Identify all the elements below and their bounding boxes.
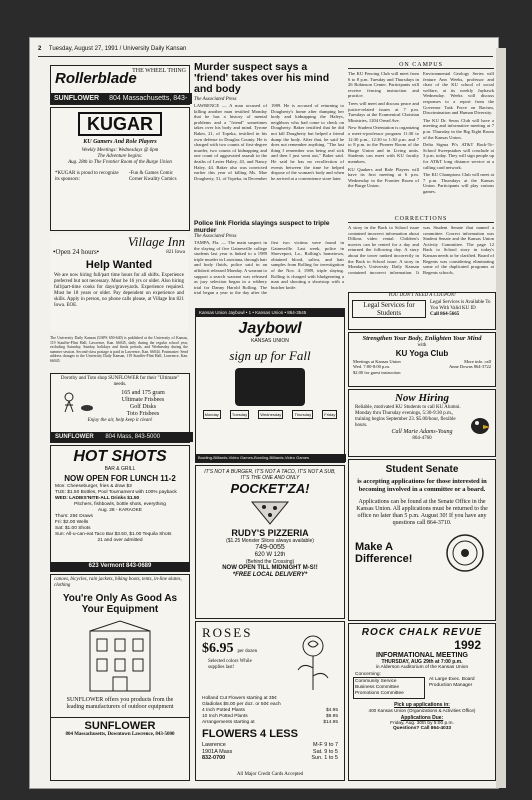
ad-kugar [50, 107, 190, 231]
league-wednesday: Wednesday [260, 412, 282, 417]
on-campus-item-4: KU Quakers and Rale Players will have its first meeting at 6 p.m. Wednesday in the Frontier Room of the Burge Union. [348, 166, 419, 189]
ad-sunflower-frisbee [50, 373, 190, 443]
jaybowl-top-bar: Kansas Union Jaybowl • 1 • Kansas Union • 864-3545 [196, 309, 344, 317]
senate-body: Applications can be found at the Senate Office in the Kansas Union. All applications must be returned to the office no later than 5 p.m. August 30! If you have any questions call 864-3710. [356, 499, 488, 526]
masthead-statement: The University Daily Kansan (USPS 650-640) is published at the University of Kansas, 119 Stauffer-Flint Hall, Lawrence, Kan. 66045, daily during the regular school year, excluding Saturday, Sunday, holidays and finals periods, and Wednesday during the summer session. Second-class postage is paid in Lawrence, Kan. 66044. Postmaster: Send address changes to the University Daily Kansan, 119 Stauffer-Flint Hall, Lawrence, Kan. 66045. [50, 336, 188, 363]
legal-phone: Call 864-5665 [430, 312, 460, 317]
ad-village-inn-title: Village Inn [127, 234, 185, 249]
page-number: 2 [38, 46, 42, 52]
rcr-right-2: Production Manager [429, 683, 473, 688]
ad-frisbee-lead: Dorothy and Toto shop SUNFLOWER for their "Ultimate" needs. [60, 376, 180, 387]
rcr-due-2: Friday, Aug. 30th by 5:00 p.m. [390, 721, 454, 726]
rose-illustration [288, 632, 338, 692]
rcr-headline: INFORMATIONAL MEETING [376, 652, 468, 659]
league-friday: Friday [324, 412, 336, 417]
roses-item-4-price: $9.95 [325, 714, 338, 719]
ad-village-inn-hours: •Open 24 hours• [53, 248, 100, 256]
ad-kugar-meetings: Weekly Meetings: Wednesdays @ 6pm [81, 148, 159, 153]
jaybowl-title: Jaybowl [238, 320, 302, 337]
ad-roses [195, 621, 345, 781]
ad-hot-shots-headline: NOW OPEN FOR LUNCH 11-2 [64, 474, 176, 483]
corrections-section [348, 216, 494, 288]
roses-price: $6.95 [202, 641, 234, 656]
ad-sunflower-equipment [50, 574, 190, 781]
legal-available: Legal Services is Available To You With Valid KU ID [430, 300, 491, 311]
ad-hot-shots-subtitle: BAR & GRILL [104, 466, 136, 472]
story-2-source: The Associated Press [194, 234, 237, 239]
ad-frisbee-address: 804 Mass, 843-5000 [105, 434, 161, 440]
ad-jaybowl [195, 308, 345, 463]
story-police-link [194, 220, 344, 306]
roses-hours-1: M-F 9 to 7 [312, 742, 338, 748]
rcr-left-3: Promotions Committee [355, 691, 404, 696]
rcr-right-1: At Large Exec. Board [429, 677, 475, 682]
on-campus-item-8: The KU Champions Club will meet at 7 p.m. Thursdays at the Kansas Union. Participants will play various games. [423, 172, 494, 194]
story-1-source: The Associated Press [194, 97, 237, 102]
on-campus-items [348, 71, 494, 211]
jaybowl-signup: sign up for Fall [229, 348, 311, 363]
story-murder-suspect [194, 62, 344, 217]
yoga-headline: Strengthen Your Body, Enlighten Your Mind [362, 335, 482, 342]
on-campus-section [348, 62, 494, 210]
rudys-hours: NOW OPEN TILL MIDNIGHT M-S!! [222, 565, 318, 571]
jaybowl-subtitle: KANSAS UNION [251, 338, 289, 344]
corrections-body: A story in the Back to School issue contained incorrect information about Dillons video rental. Children's movies can be rented for a day and returned the following day. A story about the tower ranked incorrectly in the Back to School issue. A story in Monday's University Daily Kansan contained incorrect information. It was Student Senate that named a committee. Correct information was Student Senate and the Kansas Union Activity Committee. The page 12 Back to School story in today's Kansan needs to be clarified. Board of Regents was considering eliminating some of the duplicated programs at Regents schools. [348, 225, 494, 275]
rudys-title: POCKET'ZA! [230, 481, 310, 496]
rcr-concerning: Concerning: [355, 672, 381, 677]
special-1: Mon: Cheeseburger, fries & draw $3 [55, 484, 132, 489]
on-campus-heading: ON CAMPUS [348, 62, 494, 69]
rcr-left-1: Community Service [355, 679, 397, 684]
roses-sub: Selected colors While supplies last! [208, 659, 252, 670]
ad-kugar-subtitle: KU Gamers And Role Players [83, 139, 157, 145]
rudys-tagline: IT'S NOT A BURGER, IT'S NOT A TACO, IT'S NOT A SUB, IT'S THE ONE AND ONLY [204, 469, 336, 481]
senate-headline: is accepting applications for those interested in becoming involved in a committee or a board. [357, 478, 487, 493]
rcr-left-2: Business Committee [355, 685, 399, 690]
corrections-heading: CORRECTIONS [348, 216, 494, 223]
newspaper-page [30, 38, 498, 788]
roses-item-2: Gladiolas $5.00 per doz. or 50¢ each [202, 702, 281, 707]
yoga-fee: $2.00 for guest instruction [353, 369, 401, 375]
ad-village-inn [50, 234, 188, 332]
roses-item-5: Arrangements starting at [202, 720, 255, 725]
equipment-store: SUNFLOWER [51, 717, 189, 732]
special-3: WED: LADIES'NITE-ALL Drinks $1.50 [55, 496, 140, 501]
ad-rollerblade-brand: Rollerblade [55, 70, 137, 87]
ad-rollerblade-store: SUNFLOWER [54, 95, 100, 102]
frisbee-item-1: 165 and 175 gram [121, 390, 165, 396]
rcr-year: 1992 [454, 638, 481, 652]
rudys-address: 620 W 12th [254, 552, 286, 558]
roses-hours-3: Sun. 1 to 5 [311, 755, 338, 761]
roses-item-3: 4 Inch Potted Plants [202, 708, 245, 713]
roses-store: FLOWERS 4 LESS [202, 728, 298, 740]
ad-rock-chalk-revue [348, 623, 496, 781]
rcr-pickup-2: 400 Kansas Union (Organizations & Activities Office) [368, 708, 476, 713]
special-7: Fri: $2.00 Wells [55, 520, 89, 525]
page-header [38, 46, 493, 57]
roses-item-3-price: $4.95 [325, 708, 338, 713]
story-2-headline: Police link Florida slayings suspect to triple murder [194, 220, 330, 234]
pizza-slice-icon [248, 498, 292, 526]
rudys-brand: RUDY'S PIZZERIA [231, 528, 309, 538]
ad-rollerblade [50, 65, 190, 105]
special-5: Aug. 28 - KARAOKE [98, 508, 142, 513]
ad-legal-services [348, 292, 496, 330]
special-4: Pitchers, fishbowls, bottle shots, everything [74, 502, 166, 507]
roses-item-1: Holland Cut Flowers starting at 35¢ [202, 696, 277, 701]
on-campus-item-7: Delta Sigma Pi's AT&T Back-To-School Sweepstakes will conclude at 3 p.m. today. They will sign people up for AT&T long distance service at a calling card network. [423, 142, 494, 170]
rcr-when: THURSDAY, AUG 29th at 7:00 p.m. [381, 659, 463, 665]
ad-now-hiring [348, 389, 496, 457]
yoga-meeting: Meetings at Kansas Union [353, 358, 401, 364]
ad-hot-shots-title: HOT SHOTS [73, 448, 167, 465]
rudys-phone: 749-0055 [255, 544, 285, 551]
yoga-with: with [417, 342, 427, 348]
special-8: Sat: $1.00 Shots [55, 526, 91, 531]
on-campus-item-2: Trees will meet and discuss peace and justice-related issues at 7 p.m. Tuesdays at the Ecumenical Christian Ministries, 1204 Oread Ave. [348, 100, 419, 123]
rcr-title: ROCK CHALK REVUE [361, 627, 483, 638]
senate-cta: Make A Difference! [355, 541, 413, 565]
equipment-side-text: canoes, bicycles, rain jackets, hiking boots, tents, in-line skates, clothing [54, 577, 182, 588]
on-campus-item-5: Environmental Geology Series will feature Ann Weeks, professor and chair of the KU school of social welfare, at its weekly Jayhawk Wednesday. Weeks will discuss responses to a report from the Governor Task Force on Racism, Discrimination and Human Diversity. [423, 71, 494, 116]
ad-frisbee-store: SUNFLOWER [55, 434, 94, 440]
ad-kugar-title: KUGAR [78, 112, 162, 136]
story-1-body: LAWRENCE — A man accused of killing another man testified Monday that he has a history of mental problems and a "friend" sometimes takes over his body and mind. Tyrone Baker, 21, of Topeka, testified in his own defense in Douglas County. He is charged with two counts of first-degree murder, two counts of kidnapping and one count of aggravated assault in the deaths of Lester Haley, 43, and Nancy Haley, 44. Baker also was convicted earlier this year of killing Ms. Mae Dougherty, 31, of Topeka, in December 1989. He is accused of returning to Dougherty's home after dumping her body and kidnapping the Haleys, neighbors who had come to check on Dougherty. Baker testified that he did not kill Dougherty but helped a friend dump the body. After that, he said he does not remember anything. "The last thing I remember was being real sick and then I just went out," Baker said. He said he has no recollection of events between the time he helped dispose of the woman's body and when he arrived at a convenience store later. [194, 103, 344, 181]
ad-kugar-begins: The Adventure begins: [97, 154, 143, 159]
frisbee-item-3: Golf Disks [129, 404, 157, 410]
rudys-note: (Behind the Crossing) [245, 559, 295, 565]
ad-rollerblade-tag: THE WHEEL THING [132, 68, 186, 74]
roses-per: per dozen [237, 649, 258, 654]
jayhawk-mascot-icon [469, 414, 491, 436]
ad-ku-yoga [348, 332, 496, 387]
ad-rollerblade-address: 804 Massachusetts, 843- [109, 95, 188, 102]
rcr-where: in Alderson Auditorium of the Kansas Union [375, 665, 469, 670]
roses-street: 1901A Mass [202, 748, 233, 755]
rcr-due: Applications Due: [400, 715, 444, 721]
ad-student-senate [348, 459, 496, 621]
dorothy-toto-illustration [57, 390, 97, 414]
roses-hours-2: Sat. 9 to 5 [312, 748, 338, 755]
equipment-body: SUNFLOWER offers you products from the leading manufacturers of outdoor equipment [66, 697, 174, 710]
frisbee-item-4: Toto Frisbees [126, 411, 160, 417]
ad-village-inn-body: We are now hiring full/part time hours for all shifts. Experience preferred but not necessary. Must be 16 yrs or older. Also hiring full/part-time cooks for days/graveyards. Experience required. Must be 18 years or older. Pay dependent on experience and skills. Apply in person, no phone calls please, at Village Inn 821 Iowa. EOE. [54, 273, 184, 308]
ad-hot-shots [50, 445, 190, 572]
hiring-call: Call Marie Adams-Young [391, 429, 453, 435]
hiring-title: Now Hiring [394, 392, 450, 404]
rcr-pickup: Pick up applications in: [394, 702, 450, 708]
ad-village-inn-headline: Help Wanted [85, 259, 153, 271]
hiring-phone: 864-4760 [412, 436, 432, 441]
special-2: TUE: $1.50 Bottles, Pool Tournament with 100% payback [55, 490, 177, 495]
ad-frisbee-tag: Enjoy the air, help keep it clean! [87, 418, 153, 423]
roses-item-5-price: $14.95 [323, 720, 338, 725]
story-2-body: TAMPA, Fla. — The main suspect in the slaying of five Gainesville college students last year is linked to a 1989 triple murder in Louisiana, through hair and body fluids, police said in an affidavit released Monday. A warrant to support a search warrant was released as jury selection began in a robbery trial for Danny Harold Rolling. The trial began a year to the day after the first two victims were found in Gainesville. Last week, police in Shreveport, La., Rolling's hometown, obtained blood, saliva, and hair samples from Rolling for investigation of the Nov. 4, 1989, triple slaying. Rolling is charged with bludgeoning a man and shooting a shortstop with a butcher knife. [194, 240, 344, 296]
ad-hot-shots-address: 623 Vermont 843-0689 [51, 562, 189, 571]
league-tuesday: Tuesday [231, 412, 248, 417]
page-edge-stack [496, 48, 506, 788]
ad-kugar-sponsor-note: *KUGAR is proud to recognize its sponsors: [55, 171, 119, 182]
on-campus-item-1: The KU Fencing Club will meet from 6 to 8 p.m. Tuesday and Thursdays in 26 Robinson Center. Participants will receive fencing instruction and practice. [348, 71, 419, 99]
legal-no-coupon: YOU DON'T NEED A COUPON! [388, 293, 456, 298]
special-9: Sun: All-u-can-eat Taco Bar $3.50, $1.00 Tequila Shots [55, 532, 172, 537]
story-1-headline: Murder suspect says a 'friend' takes over his mind and body [194, 61, 330, 95]
senate-title: Student Senate [385, 464, 459, 475]
ad-kugar-sponsors: -Fun & Games Comic Corner Kwality Comics [128, 171, 177, 182]
leagues-graphic [235, 368, 305, 406]
dateline: Tuesday, August 27, 1991 / University Daily Kansan [48, 46, 187, 52]
senate-seal-icon [445, 533, 485, 573]
league-monday: Monday [204, 412, 219, 417]
storefront-illustration [85, 621, 155, 693]
yoga-more: More info. call [464, 358, 491, 364]
on-campus-item-6: The KU Dr. Seuss Club will have a meeting and informative meeting at 7 p.m. Thursday in the Big Eight Room of the Kansas Union. [423, 117, 494, 140]
frisbee-item-2: Ultimate Frisbees [121, 397, 165, 403]
roses-item-4: 10 Inch Potted Plants [202, 714, 248, 719]
yoga-club: KU Yoga Club [395, 348, 449, 358]
roses-title: ROSES [202, 625, 253, 640]
roses-phone: 832-0700 [202, 755, 226, 761]
league-thursday: Thursday [294, 412, 312, 417]
rudys-offer: ($1.25 Monster Slices always available) [226, 538, 314, 544]
roses-city: Lawrence [202, 742, 226, 748]
ad-village-inn-address: 821 Iowa [166, 250, 185, 255]
rcr-questions: Questions? Call 864-4033 [392, 726, 452, 731]
yoga-contact: Anne Downs 864-3722 [449, 364, 491, 369]
rudys-delivery: *FREE LOCAL DELIVERY* [232, 572, 308, 578]
on-campus-item-3: New Student Orientation is organizing a meet-a-professor program 11:30 to 12:30 p.m., 12:30 to 1:30 p.m. and 7 to 8 p.m. in the Pioneer Room of the Burge Union and in Living units. Students can meet with KU faculty members. [348, 125, 419, 164]
ad-kugar-when: Aug. 28th in The Frontier Room of the Burge Union [68, 160, 172, 165]
equipment-headline: You're Only As Good As Your Equipment [62, 593, 178, 615]
yoga-time: Wed. 7:00-8:00 p.m. [353, 364, 391, 369]
jaybowl-footer: Bowling-Billiards-Video Games-Bowling-Billiards-Video Games [196, 454, 346, 462]
legal-title: Legal Services for Students [352, 300, 426, 318]
equipment-address: 804 Massachusetts, Downtown Lawrence, 843-5000 [65, 732, 175, 737]
roses-cards: All Major Credit Cards Accepted [236, 772, 304, 777]
special-6: Thurs: 25¢ Draws [55, 514, 93, 519]
special-10: 21 and over admitted [97, 538, 143, 543]
ad-rudys [195, 465, 345, 619]
hiring-body: Reliable, motivated KU Students to call KU Alumni. Monday thru Thursday evenings, 5:30-9:30 p.m., training begins September 23. $5.00/hour, flexible hours. [355, 405, 461, 428]
